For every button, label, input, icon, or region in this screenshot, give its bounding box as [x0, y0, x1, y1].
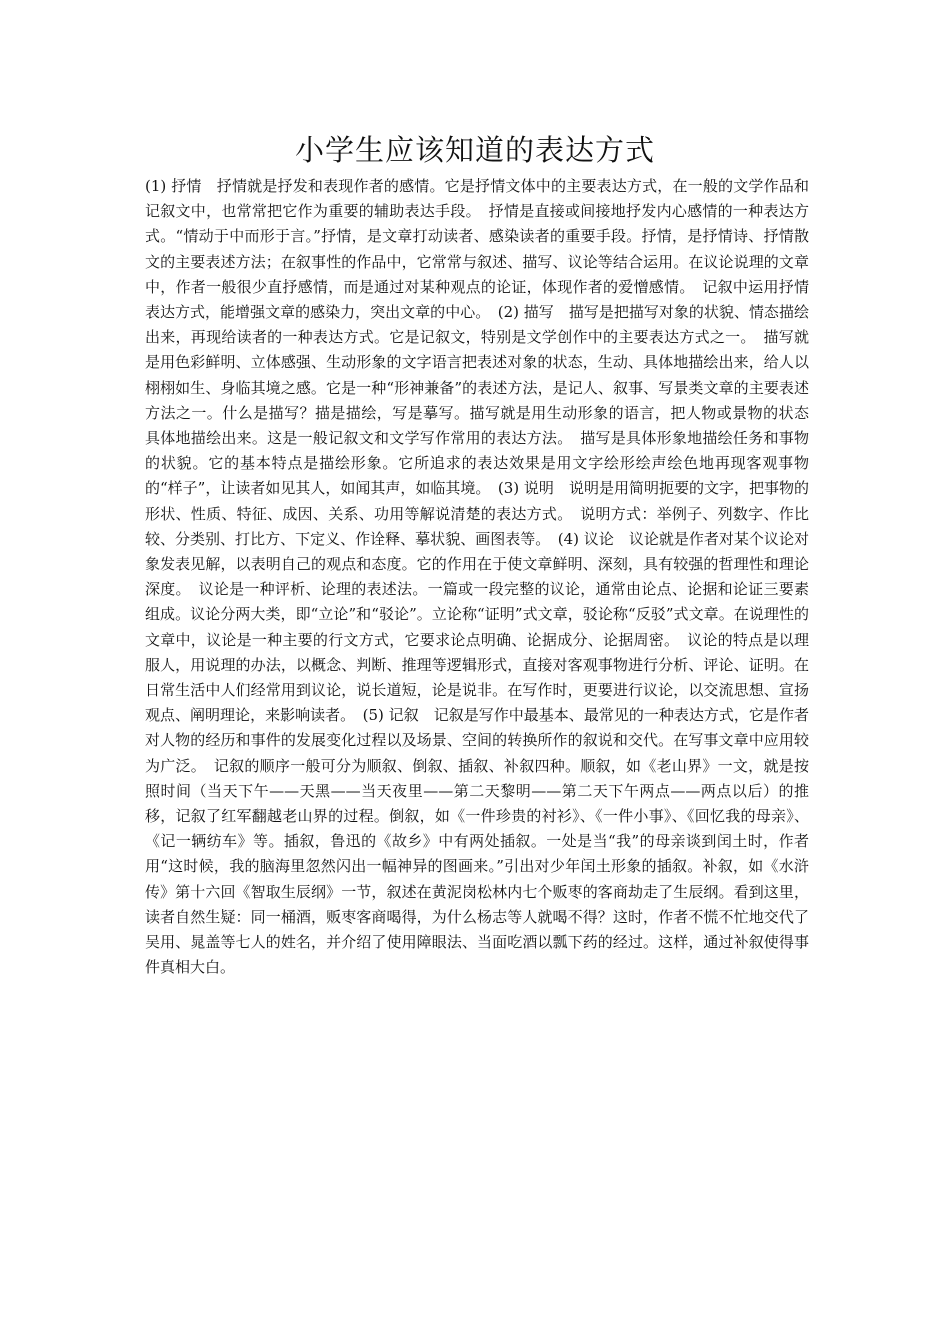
section-text: 描写就是用色彩鲜明、立体感强、生动形象的文字语言把表述对象的状态，生动、具体地描绘出来，给人以栩栩如生、身临其境之感。它是一种“形神兼备”的表述方法，是记人、叙事、写景类文章的主要表述方法之一。什么是描写？描是描绘，写是摹写。描写就是用生动形象的语言，把人物或景物的状态 具体地描绘出来。这是一般记叙文和文学写作常用的表达方法。 [145, 328, 809, 448]
section-text: 议论是一种评析、论理的表述法。一篇或一段完整的议论，通常由论点、论据和论证三要素组成。议论分两大类，即“立论”和“驳论”。立论称“证明”式文章，驳论称“反驳”式文章。在说理性的文章中，议论是一种主要的行文方式，它要求论点明确、论据成分、论据周密。 [145, 580, 809, 649]
section-text: 描写是具体形象地描绘任务和事物的状貌。它的基本特点是描绘形象。它所追求的表达效果是用文字绘形绘声绘色地再现客观事物的“样子”，让读者如见其人，如闻其声，如临其境。 [145, 429, 809, 498]
section-text: 记叙是写作中最基本、最常见的一种表达方式，它是作者对人物的经历和事件的发展变化过程以及场景、空间的转换所作的叙说和交代。在写事文章中应用较为广泛。 [145, 706, 809, 775]
section-text: 议论就是作者对某个议论对象发表见解，以表明自己的观点和态度。它的作用在于使文章鲜明、深刻，具有较强的哲理性和理论深度。 [145, 529, 809, 599]
document-title: 小学生应该知道的表达方式 [294, 133, 655, 167]
section-heading-narration: (5) 记叙 [362, 706, 419, 725]
section-text: 抒情就是抒发和表现作者的感情。它是抒情文体中的主要表达方式，在一般的文学作品和记叙文中，也常常把它作为重要的辅助表达手段。 [145, 177, 809, 221]
section-heading-lyric: (1) 抒情 [145, 177, 202, 195]
section-heading-explanation: (3) 说明 [497, 479, 554, 498]
section-text: 记叙的顺序一般可分为顺叙、倒叙、插叙、补叙四种。顺叙，如《老山界》一文，就是按照时间（当天下午——天黑——当天夜里——第二天黎明——第二天下午两点——两点以后）的推移，记叙了红军翻越老山界的过程。倒叙，如《一件珍贵的衬衫》、《一件小事》、《回忆我的母亲》、《记一辆纺车》等。插叙，鲁迅的《故乡》中有两处插叙。一处是当“我”的母亲谈到闰土时，作者用“这时候，我的脑海里忽然闪出一幅神异的图画来。”引出对少年闰土形象的插叙。补叙，如《水浒传》第十六回《智取生辰纲》一节，叙述在黄泥岗松林内七个贩枣的客商劫走了生辰纲。看到这里，读者自然生疑：同一桶酒，贩枣客商喝得，为什么杨志等人就喝不得？这时，作者不慌不忙地交代了吴用、晁盖等七人的姓名，并介绍了使用障眼法、当面吃酒以瓢下药的经过。这样，通过补叙使得事件真相大白。 [145, 756, 809, 977]
section-text: 抒情是直接或间接地抒发内心感情的一种表达方式。“情动于中而形于言。”抒情，是文章打动读者、感染读者的重要手段。抒情，是抒情诗、抒情散文的主要表述方法；在叙事性的作品中，它常常与叙述、描写、议论等结合运用。在议论说理的文章中，作者一般很少直抒感情，而是通过对某种观点的论证，体现作者的爱憎感情。 [145, 202, 809, 296]
section-text: 说明是用简明扼要的文字，把事物的形状、性质、特征、成因、关系、功用等解说清楚的表达方式。 [145, 479, 809, 523]
section-heading-description: (2) 描写 [497, 303, 554, 322]
section-text: 说明方式：举例子、列数字、作比较、分类别、打比方、下定义、作诠释、摹状貌、画图表等。 [145, 504, 809, 548]
section-heading-argument: (4) 议论 [557, 529, 614, 548]
section-text: 记叙中运用抒情表达方式，能增强文章的感染力，突出文章的中心。 [145, 277, 809, 322]
document-body [145, 174, 809, 981]
section-text: 议论的特点是以理服人，用说理的办法，以概念、判断、推理等逻辑形式，直接对客观事物进行分析、评论、证明。在日常生活中人们经常用到议论，说长道短，论是说非。在写作时，更要进行议论，以交流思想、宣扬观点、阐明理论，来影响读者。 [145, 630, 809, 725]
section-text: 描写是把描写对象的状貌、情态描绘出来，再现给读者的一种表达方式。它是记叙文，特别是文学创作中的主要表达方式之一。 [145, 303, 809, 347]
